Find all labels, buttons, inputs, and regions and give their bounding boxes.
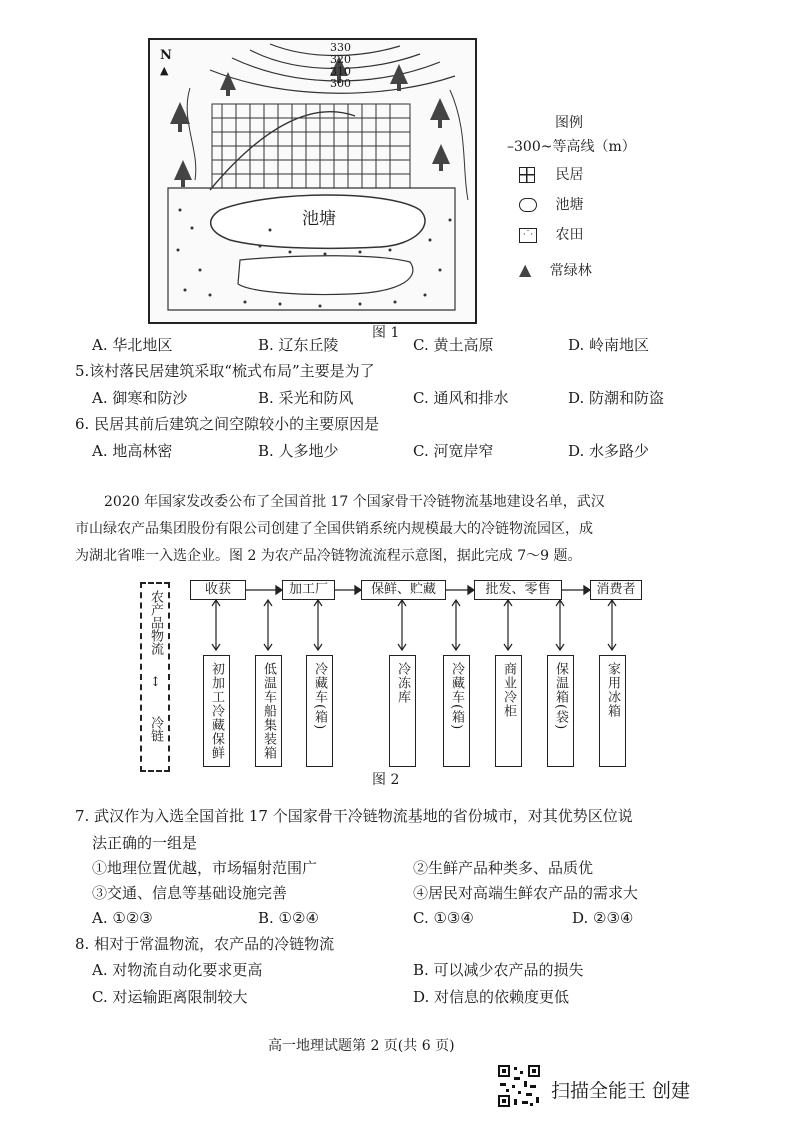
stage-storage: 保鲜、贮藏 bbox=[361, 580, 446, 600]
q8-option-a: A. 对物流自动化要求更高 bbox=[92, 961, 263, 979]
legend-forest-label: 常绿林 bbox=[549, 263, 592, 279]
stage-retail: 批发、零售 bbox=[474, 580, 562, 600]
box-freezer-store bbox=[389, 655, 416, 767]
q7-item-1: ①地理位置优越，市场辐射范围广 bbox=[92, 859, 318, 877]
q7-option-d: D. ②③④ bbox=[572, 909, 634, 927]
box-home-fridge bbox=[599, 655, 626, 767]
q4-option-c: C. 黄土高原 bbox=[413, 336, 494, 354]
q6-option-c: C. 河宽岸窄 bbox=[413, 442, 494, 460]
legend-title: 图例 bbox=[555, 115, 583, 131]
box-initial-processing bbox=[203, 655, 230, 767]
q8-stem: 8. 相对于常温物流，农产品的冷链物流 bbox=[75, 935, 335, 953]
contour-label: 320 bbox=[330, 53, 351, 66]
q6-option-d: D. 水多路少 bbox=[568, 442, 650, 460]
box-label: 商业冷柜 bbox=[501, 662, 516, 718]
box-low-temp-vehicle bbox=[255, 655, 282, 767]
box-label: 初加工冷藏保鲜 bbox=[209, 662, 224, 760]
q8-option-d: D. 对信息的依赖度更低 bbox=[413, 988, 570, 1006]
figure2-caption: 图 2 bbox=[372, 772, 400, 788]
legend-contour-label: 等高线（m） bbox=[552, 139, 636, 155]
field-icon: ·˙· bbox=[519, 228, 537, 243]
box-refrigerated-truck-2 bbox=[443, 655, 470, 767]
q4-option-a: A. 华北地区 bbox=[92, 336, 173, 354]
evergreen-tree-icon: ▲ bbox=[519, 260, 532, 279]
vertical-double-arrows bbox=[212, 600, 616, 650]
left-bottom-label: 冷链 bbox=[148, 716, 163, 742]
passage-line-3: 为湖北省唯一入选企业。图 2 为农产品冷链物流流程示意图，据此完成 7～9 题。 bbox=[75, 548, 582, 564]
box-label: 保温箱(袋) bbox=[553, 662, 568, 731]
legend-contour: –300~等高线（m） bbox=[507, 139, 636, 155]
q5-option-c: C. 通风和排水 bbox=[413, 389, 509, 407]
q5-option-b: B. 采光和防风 bbox=[258, 389, 354, 407]
q5-stem: 5.该村落民居建筑采取“梳式布局”主要是为了 bbox=[75, 362, 375, 380]
q7-stem-line-2: 法正确的一组是 bbox=[92, 834, 198, 852]
north-label: N bbox=[160, 48, 172, 63]
q7-item-4: ④居民对高端生鲜农产品的需求大 bbox=[413, 884, 639, 902]
q6-option-b: B. 人多地少 bbox=[258, 442, 339, 460]
q8-option-c: C. 对运输距离限制较大 bbox=[92, 988, 248, 1006]
box-label: 冷藏车(箱) bbox=[312, 662, 327, 731]
page-footer: 高一地理试题第 2 页(共 6 页) bbox=[268, 1038, 455, 1054]
left-top-label: 农产品物流 bbox=[148, 590, 163, 655]
stage-factory: 加工厂 bbox=[282, 580, 335, 600]
q7-item-2: ②生鲜产品种类多、品质优 bbox=[413, 859, 594, 877]
q6-stem: 6. 民居其前后建筑之间空隙较小的主要原因是 bbox=[75, 415, 380, 433]
q8-option-b: B. 可以减少农产品的损失 bbox=[413, 961, 584, 979]
box-label: 冷藏车(箱) bbox=[449, 662, 464, 731]
q7-item-3: ③交通、信息等基础设施完善 bbox=[92, 884, 288, 902]
q4-option-d: D. 岭南地区 bbox=[568, 336, 650, 354]
q4-option-b: B. 辽东丘陵 bbox=[258, 336, 339, 354]
q7-option-b: B. ①②④ bbox=[258, 909, 319, 927]
q5-option-d: D. 防潮和防盗 bbox=[568, 389, 665, 407]
legend-house-label: 民居 bbox=[555, 167, 584, 183]
pond-label: 池塘 bbox=[302, 209, 336, 229]
stage-harvest: 收获 bbox=[190, 580, 246, 600]
box-commercial-fridge bbox=[495, 655, 522, 767]
q7-option-c: C. ①③④ bbox=[413, 909, 474, 927]
legend-field-label: 农田 bbox=[555, 227, 584, 243]
q6-option-a: A. 地高林密 bbox=[92, 442, 173, 460]
figure1-caption: 图 1 bbox=[372, 325, 400, 341]
box-label: 低温车船集装箱 bbox=[261, 662, 276, 760]
qr-code-icon bbox=[496, 1063, 542, 1109]
contour-label: 310 bbox=[330, 65, 351, 78]
up-down-arrow-icon: ↕ bbox=[150, 675, 161, 690]
box-label: 冷冻库 bbox=[395, 662, 410, 704]
q5-option-a: A. 御寒和防沙 bbox=[92, 389, 188, 407]
box-label: 家用冰箱 bbox=[605, 662, 620, 718]
passage-line-2: 市山绿农产品集团股份有限公司创建了全国供销系统内规模最大的冷链物流园区，成 bbox=[75, 521, 593, 537]
box-refrigerated-truck bbox=[306, 655, 333, 767]
q7-option-a: A. ①②③ bbox=[92, 909, 153, 927]
legend-pond-label: 池塘 bbox=[555, 197, 584, 213]
scanner-brand: 扫描全能王 创建 bbox=[551, 1080, 691, 1102]
north-arrow-icon: ▲ bbox=[160, 64, 169, 77]
passage-line-1: 2020 年国家发改委公布了全国首批 17 个国家骨干冷链物流基地建设名单，武汉 bbox=[104, 494, 605, 510]
stage-consumer: 消费者 bbox=[590, 580, 642, 600]
contour-label: 330 bbox=[330, 41, 351, 54]
q7-stem-line-1: 7. 武汉作为入选全国首批 17 个国家骨干冷链物流基地的省份城市，对其优势区位说 bbox=[75, 807, 633, 825]
legend-contour-sample: 300 bbox=[514, 139, 541, 155]
contour-label: 300 bbox=[330, 77, 351, 90]
box-insulated-box bbox=[547, 655, 574, 767]
